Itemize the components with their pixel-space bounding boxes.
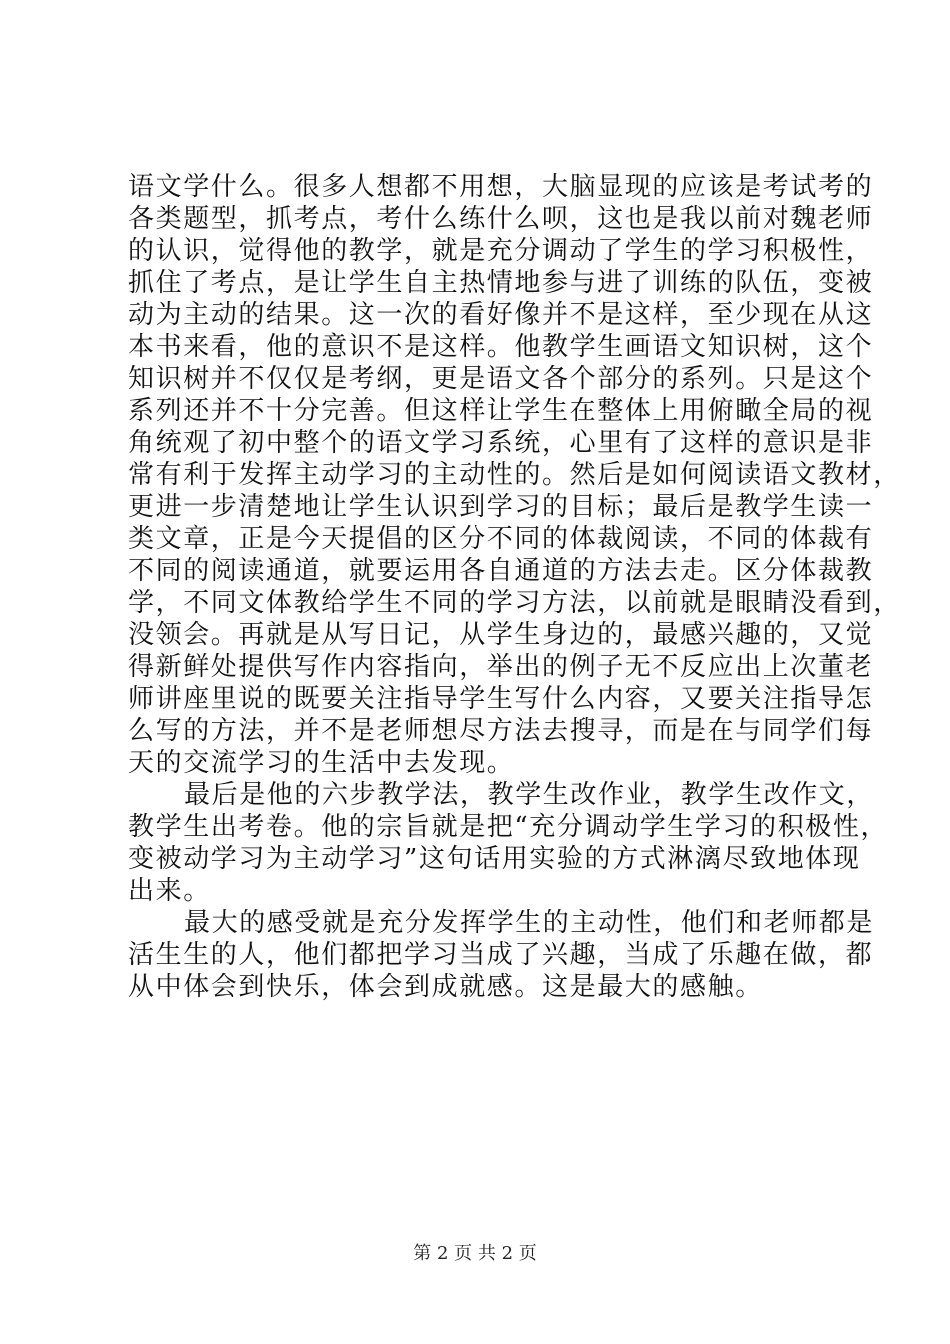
text-line: 类文章，正是今天提倡的区分不同的体裁阅读，不同的体裁有 — [128, 524, 874, 554]
text-line: 的认识，觉得他的教学，就是充分调动了学生的学习积极性， — [128, 236, 874, 266]
text-line: 抓住了考点，是让学生自主热情地参与进了训练的队伍，变被 — [128, 268, 874, 298]
text-line: 活生生的人，他们都把学习当成了兴趣，当成了乐趣在做，都 — [128, 940, 874, 970]
text-line: 各类题型，抓考点，考什么练什么呗，这也是我以前对魏老师 — [128, 204, 874, 234]
text-line: 语文学什么。很多人想都不用想，大脑显现的应该是考试考的 — [128, 172, 874, 202]
paragraph-start-line: 最后是他的六步教学法，教学生改作业，教学生改作文， — [184, 780, 875, 810]
text-line: 教学生出考卷。他的宗旨就是把“充分调动学生学习的积极性， — [128, 812, 889, 842]
text-line: 动为主动的结果。这一次的看好像并不是这样，至少现在从这 — [128, 300, 874, 330]
text-line: 不同的阅读通道，就要运用各自通道的方法去走。区分体裁教 — [128, 556, 874, 586]
page-number: 第 2 页 共 2 页 — [413, 1243, 537, 1264]
text-line: 么写的方法，并不是老师想尽方法去搜寻，而是在与同学们每 — [128, 716, 874, 746]
text-line: 更进一步清楚地让学生认识到学习的目标；最后是教学生读一 — [128, 492, 874, 522]
text-line: 常有利于发挥主动学习的主动性的。然后是如何阅读语文教材， — [128, 460, 901, 490]
text-line: 学，不同文体教给学生不同的学习方法，以前就是眼睛没看到， — [128, 588, 901, 618]
text-line: 从中体会到快乐，体会到成就感。这是最大的感触。 — [128, 972, 763, 1002]
text-line: 没领会。再就是从写日记，从学生身边的，最感兴趣的，又觉 — [128, 620, 874, 650]
text-line: 天的交流学习的生活中去发现。 — [128, 748, 515, 778]
text-line: 师讲座里说的既要关注指导学生写什么内容，又要关注指导怎 — [128, 684, 874, 714]
text-line: 变被动学习为主动学习”这句话用实验的方式淋漓尽致地体现 — [128, 844, 861, 874]
text-line: 出来。 — [128, 876, 211, 906]
body-text — [128, 171, 901, 1003]
text-line: 系列还并不十分完善。但这样让学生在整体上用俯瞰全局的视 — [128, 396, 874, 426]
paragraph-start-line: 最大的感受就是充分发挥学生的主动性，他们和老师都是 — [184, 908, 875, 938]
text-line: 知识树并不仅仅是考纲，更是语文各个部分的系列。只是这个 — [128, 364, 874, 394]
text-line: 角统观了初中整个的语文学习系统，心里有了这样的意识是非 — [128, 428, 874, 458]
text-line: 本书来看，他的意识不是这样。他教学生画语文知识树，这个 — [128, 332, 874, 362]
text-line: 得新鲜处提供写作内容指向，举出的例子无不反应出上次董老 — [128, 652, 874, 682]
page-footer — [0, 1242, 950, 1266]
